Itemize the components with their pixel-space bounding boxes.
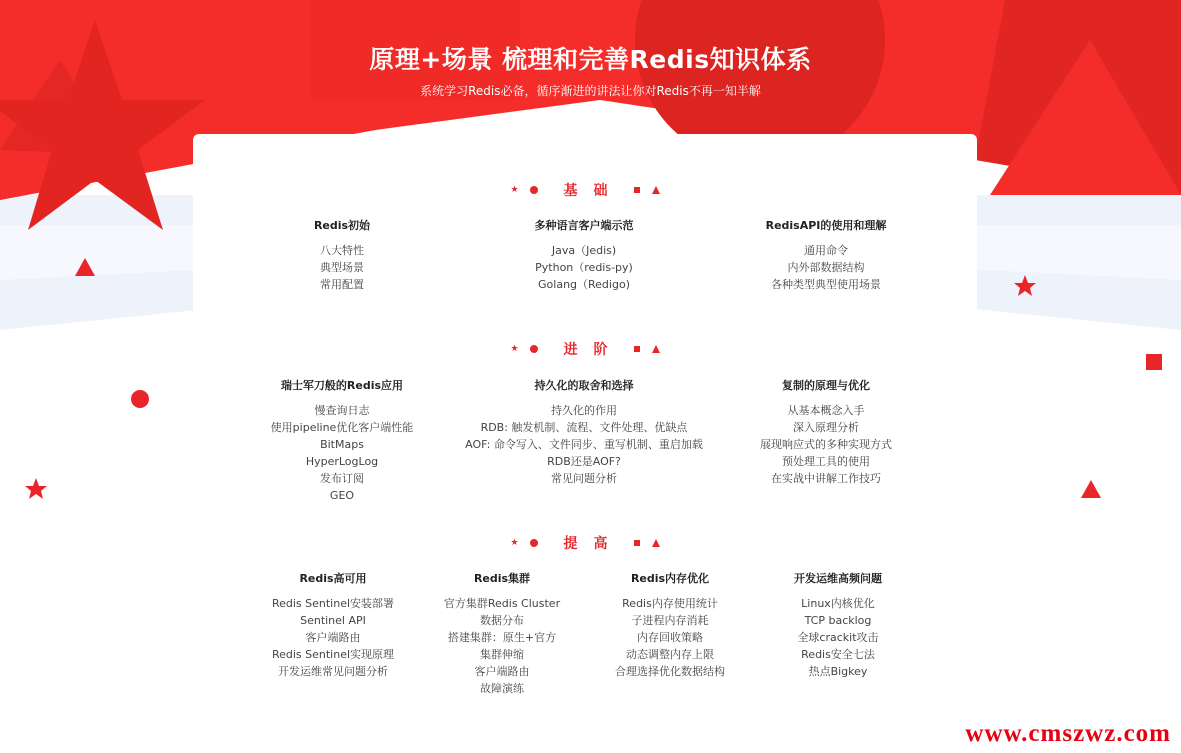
list-item: Redis内存使用统计 bbox=[622, 597, 718, 610]
list-item: 典型场景 bbox=[320, 261, 364, 274]
list-item: 动态调整内存上限 bbox=[626, 648, 714, 661]
list-item: Sentinel API bbox=[300, 614, 366, 627]
list-item: 客户端路由 bbox=[474, 665, 530, 678]
column-title: RedisAPI的使用和理解 bbox=[765, 219, 887, 232]
list-item: 深入原理分析 bbox=[793, 421, 859, 434]
column-title: 多种语言客户端示范 bbox=[534, 219, 634, 232]
column-title: Redis集群 bbox=[473, 572, 531, 585]
list-item: AOF: 命令写入、文件同步、重写机制、重启加载 bbox=[465, 438, 703, 451]
section-header-improve bbox=[193, 533, 977, 553]
list-item: 子进程内存消耗 bbox=[631, 614, 709, 627]
list-item: 预处理工具的使用 bbox=[782, 455, 870, 468]
list-item: Golang（Redigo) bbox=[538, 278, 630, 291]
star-icon: ★ bbox=[510, 343, 519, 354]
list-item: 全球crackit攻击 bbox=[797, 631, 879, 644]
list-item: RDB还是AOF? bbox=[547, 455, 621, 468]
list-item: 常见问题分析 bbox=[551, 472, 617, 485]
section-title: 提高 bbox=[563, 536, 624, 552]
curriculum-card bbox=[193, 134, 977, 753]
column-title: Redis内存优化 bbox=[630, 572, 710, 585]
list-item: 数据分布 bbox=[480, 614, 524, 627]
triangle-icon bbox=[652, 345, 660, 353]
list-item: 持久化的作用 bbox=[551, 404, 617, 417]
list-item: 从基本概念入手 bbox=[787, 404, 865, 417]
list-item: GEO bbox=[329, 489, 355, 502]
list-item: Redis安全七法 bbox=[801, 648, 875, 661]
triangle-icon bbox=[652, 186, 660, 194]
list-item: Redis Sentinel实现原理 bbox=[271, 648, 395, 661]
list-item: 在实战中讲解工作技巧 bbox=[771, 472, 881, 485]
list-item: 客户端路由 bbox=[305, 631, 361, 644]
list-item: 集群伸缩 bbox=[480, 648, 524, 661]
list-item: 使用pipeline优化客户端性能 bbox=[270, 421, 414, 434]
list-item: 通用命令 bbox=[804, 244, 848, 257]
watermark: www.cmszwz.com bbox=[965, 720, 1171, 747]
list-item: 慢查询日志 bbox=[314, 404, 370, 417]
list-item: 常用配置 bbox=[320, 278, 364, 291]
column-ops-issues bbox=[733, 570, 943, 680]
square-icon bbox=[634, 187, 640, 193]
column-title: 持久化的取舍和选择 bbox=[534, 379, 634, 392]
column-title: 瑞士军刀般的Redis应用 bbox=[280, 379, 404, 392]
dot-icon bbox=[530, 345, 538, 353]
list-item: Linux内核优化 bbox=[801, 597, 875, 610]
list-item: Redis Sentinel安装部署 bbox=[271, 597, 395, 610]
dot-icon bbox=[530, 539, 538, 547]
list-item: 展现响应式的多种实现方式 bbox=[760, 438, 892, 451]
list-item: BitMaps bbox=[320, 438, 364, 451]
list-item: 八大特性 bbox=[320, 244, 364, 257]
list-item: 内外部数据结构 bbox=[787, 261, 865, 274]
section-title: 进阶 bbox=[563, 342, 624, 358]
column-language-clients bbox=[464, 217, 704, 293]
section-header-advanced bbox=[193, 339, 977, 359]
list-item: TCP backlog bbox=[804, 614, 872, 627]
square-icon bbox=[634, 540, 640, 546]
hero-title: 原理+场景 梳理和完善Redis知识体系 bbox=[369, 45, 812, 74]
star-icon: ★ bbox=[510, 184, 519, 195]
column-replication bbox=[706, 377, 946, 487]
list-item: 发布订阅 bbox=[320, 472, 364, 485]
list-item: 搭建集群：原生+官方 bbox=[447, 631, 557, 644]
star-icon: ★ bbox=[510, 537, 519, 548]
column-title: Redis高可用 bbox=[299, 572, 367, 585]
column-persistence bbox=[464, 377, 704, 487]
column-title: Redis初始 bbox=[313, 219, 371, 232]
list-item: HyperLogLog bbox=[305, 455, 379, 468]
section-title: 基础 bbox=[563, 183, 624, 199]
column-redis-applications bbox=[222, 377, 462, 504]
list-item: 内存回收策略 bbox=[637, 631, 703, 644]
list-item: RDB: 触发机制、流程、文件处理、优缺点 bbox=[480, 421, 688, 434]
column-redis-api bbox=[706, 217, 946, 293]
list-item: 故障演练 bbox=[480, 682, 524, 695]
triangle-icon bbox=[652, 539, 660, 547]
list-item: 开发运维常见问题分析 bbox=[278, 665, 388, 678]
list-item: 各种类型典型使用场景 bbox=[771, 278, 881, 291]
list-item: 热点Bigkey bbox=[808, 665, 868, 678]
list-item: 合理选择优化数据结构 bbox=[615, 665, 725, 678]
column-title: 复制的原理与优化 bbox=[782, 379, 870, 392]
list-item: 官方集群Redis Cluster bbox=[443, 597, 561, 610]
column-redis-intro bbox=[222, 217, 462, 293]
list-item: Python（redis-py) bbox=[535, 261, 633, 274]
dot-icon bbox=[530, 186, 538, 194]
hero-subtitle: 系统学习Redis必备，循序渐进的讲法让你对Redis不再一知半解 bbox=[420, 84, 761, 98]
column-title: 开发运维高频问题 bbox=[794, 572, 882, 585]
square-icon bbox=[634, 346, 640, 352]
section-header-basic bbox=[193, 180, 977, 200]
list-item: Java（Jedis) bbox=[551, 244, 617, 257]
